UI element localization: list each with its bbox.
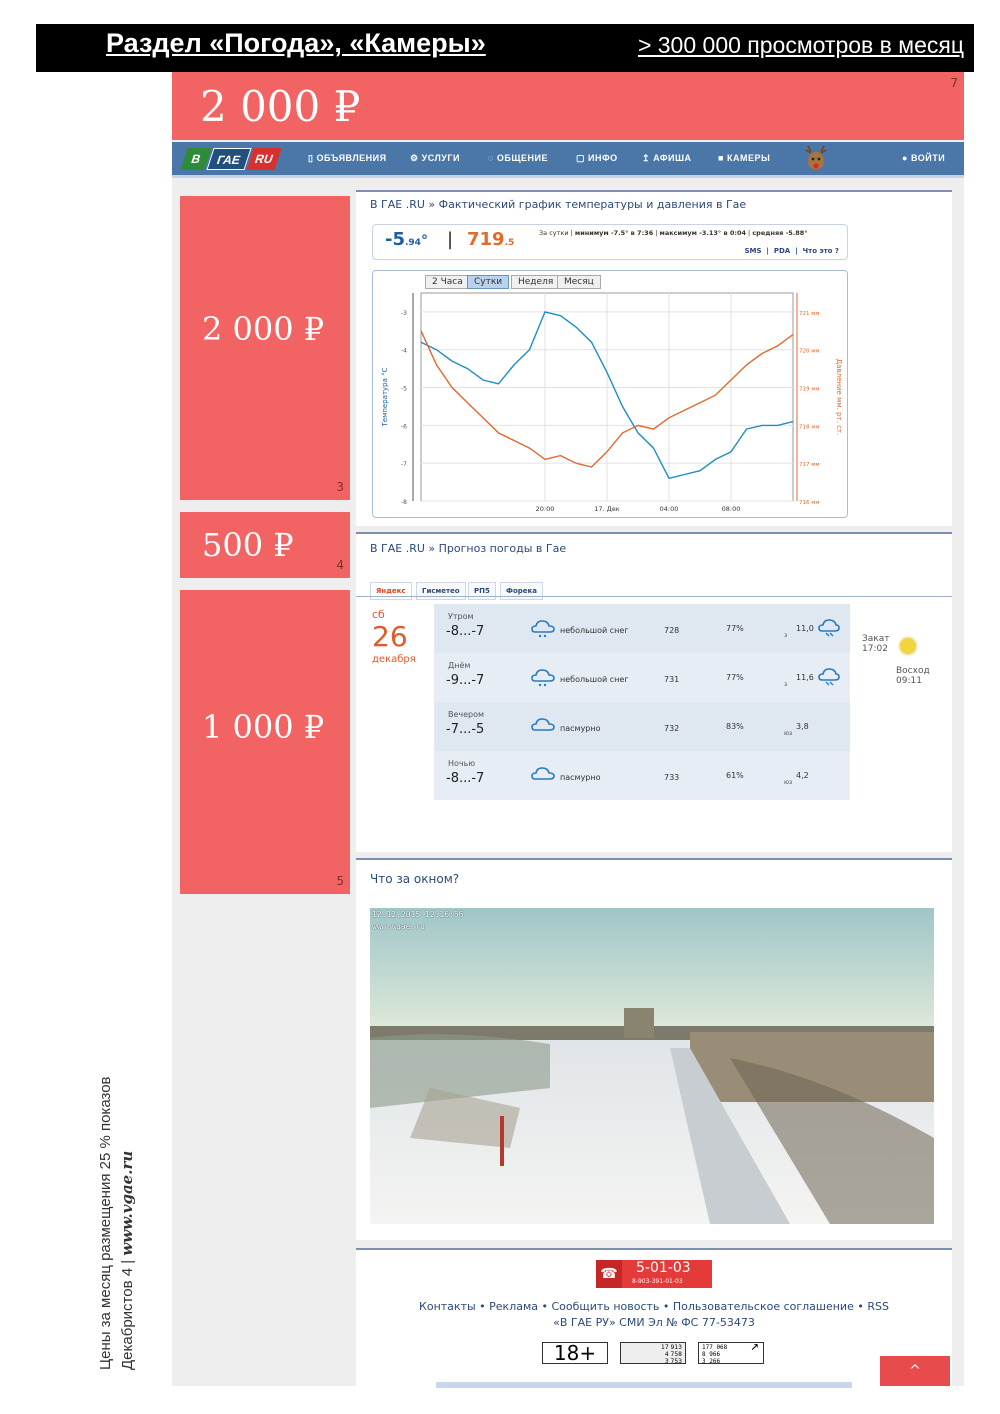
footer-rss[interactable]: RSS	[867, 1300, 889, 1313]
ad-left-3[interactable]	[180, 590, 350, 894]
main-nav	[172, 142, 964, 178]
tab-rp5[interactable]: РП5	[468, 582, 496, 600]
forecast-row	[434, 604, 850, 653]
camera-image[interactable]	[370, 908, 934, 1224]
current-readings: -5.94° | 719.5 За сутки | минимум -7.5° в 7:36 | максимум -3.13° в 0:04 | средняя -5.88° SMS | PDA | Что это ?	[372, 224, 848, 260]
forecast-date: 26	[372, 620, 408, 653]
nav-login[interactable]: ● ВОЙТИ	[902, 153, 946, 163]
forecast-temp: -8...-7	[446, 624, 485, 639]
forecast-row	[434, 653, 850, 702]
forecast-desc: пасмурно	[560, 773, 601, 782]
y-tick-label: -8	[401, 499, 407, 506]
nav-events[interactable]: ↥ АФИША	[642, 153, 692, 163]
nav-ads[interactable]: ▯ ОБЪЯВЛЕНИЯ	[308, 153, 387, 163]
deer-icon	[802, 144, 830, 174]
banner-views: > 300 000 просмотров в месяц	[637, 32, 964, 58]
header-banner	[36, 24, 974, 72]
snow-warning-icon	[818, 667, 840, 687]
site-logo[interactable]: В ГАЕ RU	[184, 148, 280, 170]
tab-gismeteo[interactable]: Гисметео	[416, 582, 466, 600]
pda-link[interactable]: PDA	[773, 247, 791, 255]
gear-icon: ⚙	[410, 153, 419, 163]
ad-left-3-corner: 5	[336, 874, 344, 888]
forecast-wind: 11,6	[796, 673, 814, 682]
cloud-icon	[530, 716, 556, 736]
nav-chat[interactable]: ◌ ОБЩЕНИЕ	[488, 153, 548, 163]
temperature-chart	[373, 271, 849, 519]
forecast-wind-dir: з	[784, 632, 788, 639]
x-tick-label: 20:00	[535, 505, 555, 513]
forecast-pressure: 728	[664, 626, 680, 635]
counter-1[interactable]: 17 913 4 758 3 753	[620, 1342, 686, 1364]
nav-services[interactable]: ⚙ УСЛУГИ	[410, 153, 460, 163]
side-note	[92, 1030, 142, 1370]
ad-top-banner[interactable]	[172, 72, 964, 140]
temp-breadcrumb[interactable]: В ГАЕ .RU » Фактический график температуры и давления в Гае	[370, 198, 747, 211]
y-right-tick-label: 716 мм	[799, 500, 820, 506]
ad-left-1-price: 2 000 ₽	[202, 310, 325, 348]
x-tick-label: 17. Дек	[594, 505, 620, 513]
nav-cameras[interactable]: ■ КАМЕРЫ	[718, 153, 771, 163]
nav-info[interactable]: ▢ ИНФО	[576, 153, 618, 163]
camera-site: www.vgae.ru	[372, 922, 425, 931]
footer-terms[interactable]: Пользовательское соглашение	[672, 1300, 854, 1313]
counter-2[interactable]: 177 068 8 966 3 266 ↗	[698, 1342, 764, 1364]
footer-smi: «В ГАЕ РУ» СМИ Эл № ФС 77-53473	[553, 1316, 755, 1329]
bookmark-icon: ▯	[308, 153, 314, 163]
forecast-humidity: 77%	[726, 624, 744, 633]
forecast-period: Днём	[448, 661, 471, 670]
ad-left-2-corner: 4	[336, 558, 344, 572]
y-right-tick-label: 717 мм	[799, 462, 820, 469]
footer-report[interactable]: Сообщить новость	[551, 1300, 660, 1313]
temp-links: SMS | PDA | Что это ?	[744, 247, 839, 255]
ad-left-2[interactable]	[180, 512, 350, 578]
tab-yandex[interactable]: Яндекс	[370, 582, 412, 600]
banner-title: Раздел «Погода», «Камеры»	[106, 28, 486, 58]
forecast-pressure: 731	[664, 675, 680, 684]
ad-left-3-price: 1 000 ₽	[202, 708, 325, 746]
ad-left-2-price: 500 ₽	[202, 526, 294, 564]
y-tick-label: -6	[401, 423, 407, 431]
chat-icon: ◌	[488, 153, 494, 163]
current-temp: -5.94°	[385, 229, 428, 250]
tab-month[interactable]: Месяц	[557, 275, 601, 289]
forecast-row	[434, 702, 850, 751]
forecast-wind: 11,0	[796, 624, 814, 633]
tab-2h[interactable]: 2 Часа	[425, 275, 470, 289]
y-tick-label: -3	[401, 309, 407, 317]
y-tick-label: -7	[401, 461, 407, 469]
forecast-humidity: 61%	[726, 771, 744, 780]
footer-ads[interactable]: Реклама	[489, 1300, 539, 1313]
ad-left-1-corner: 3	[336, 480, 344, 494]
snow-cloud-icon	[530, 667, 556, 687]
cloud-icon	[530, 765, 556, 785]
side-note-line2: Декабристов 4 | www.vgae.ru	[118, 1150, 136, 1370]
forecast-panel	[356, 532, 952, 852]
footer	[356, 1248, 952, 1386]
phone-badge[interactable]: ☎ 5-01-03 8-903-391-01-03	[596, 1260, 712, 1288]
side-note-line1: Цены за месяц размещения 25 % показов	[97, 1076, 114, 1370]
forecast-temp: -9...-7	[446, 673, 485, 688]
forecast-desc: пасмурно	[560, 724, 601, 733]
forecast-wind-dir: з	[784, 681, 788, 688]
camera-icon: ■	[718, 153, 724, 163]
forecast-table	[434, 604, 850, 800]
forecast-temp: -7...-5	[446, 722, 485, 737]
forecast-wind: 4,2	[796, 771, 809, 780]
forecast-pressure: 732	[664, 724, 680, 733]
footer-contacts[interactable]: Контакты	[419, 1300, 476, 1313]
forecast-wind-dir: юз	[784, 730, 793, 737]
tab-day[interactable]: Сутки	[467, 275, 509, 289]
age-badge: 18+	[542, 1342, 608, 1364]
website-screenshot	[172, 72, 964, 1386]
current-pressure: 719.5	[467, 229, 515, 250]
arrow-icon: ↗	[750, 1338, 759, 1354]
y-axis-label: Температура °С	[381, 367, 389, 427]
y-right-tick-label: 721 мм	[799, 310, 820, 317]
forecast-desc: небольшой снег	[560, 626, 629, 635]
forecast-desc: небольшой снег	[560, 675, 629, 684]
forecast-month: декабря	[372, 654, 416, 665]
forecast-period: Ночью	[448, 759, 476, 768]
forecast-humidity: 83%	[726, 722, 744, 731]
x-tick-label: 08:00	[721, 505, 741, 513]
forecast-humidity: 77%	[726, 673, 744, 682]
forecast-weekday: сб	[372, 608, 385, 621]
camera-timestamp: 12.12.2015 12:16:56	[372, 910, 464, 919]
y-tick-label: -5	[401, 385, 407, 393]
sunrise: Восход 09:11	[896, 666, 930, 686]
sun-icon	[900, 638, 916, 654]
temperature-panel	[356, 190, 952, 526]
forecast-temp: -8...-7	[446, 771, 485, 786]
tab-foreca[interactable]: Форека	[500, 582, 543, 600]
footer-links: Контакты • Реклама • Сообщить новость • Пользовательское соглашение • RSS	[419, 1300, 889, 1313]
pin-icon: ↥	[642, 153, 651, 163]
sunset: Закат 17:02	[862, 634, 890, 654]
forecast-period: Утром	[448, 612, 474, 621]
forecast-period: Вечером	[448, 710, 485, 719]
y-right-tick-label: 720 мм	[799, 348, 820, 355]
x-tick-label: 04:00	[659, 505, 679, 513]
user-icon: ●	[902, 153, 908, 163]
scroll-top-button[interactable]: ^	[880, 1356, 950, 1386]
camera-title: Что за окном?	[370, 872, 460, 886]
camera-panel	[356, 858, 952, 1240]
ad-top-corner: 7	[950, 76, 958, 90]
phone-icon: ☎	[596, 1260, 622, 1288]
what-is-link[interactable]: Что это ?	[802, 247, 839, 255]
forecast-wind: 3,8	[796, 722, 809, 731]
day-stats: За сутки | минимум -7.5° в 7:36 | максимум -3.13° в 0:04 | средняя -5.88°	[539, 229, 808, 237]
sms-link[interactable]: SMS	[744, 247, 762, 255]
forecast-wind-dir: юз	[784, 779, 793, 786]
document-icon: ▢	[576, 153, 586, 163]
snow-cloud-icon	[530, 618, 556, 638]
tab-week[interactable]: Неделя	[511, 275, 560, 289]
y-right-axis-label: Давление мм. рт. ст.	[835, 358, 843, 436]
snow-warning-icon	[818, 618, 840, 638]
y-tick-label: -4	[401, 347, 407, 355]
ad-left-1[interactable]	[180, 196, 350, 500]
forecast-row	[434, 751, 850, 800]
forecast-pressure: 733	[664, 773, 680, 782]
y-right-tick-label: 718 мм	[799, 424, 820, 431]
y-right-tick-label: 719 мм	[799, 386, 820, 393]
forecast-breadcrumb[interactable]: В ГАЕ .RU » Прогноз погоды в Гае	[370, 542, 567, 555]
temperature-chart-box	[372, 270, 848, 518]
ad-top-price: 2 000 ₽	[200, 82, 361, 131]
